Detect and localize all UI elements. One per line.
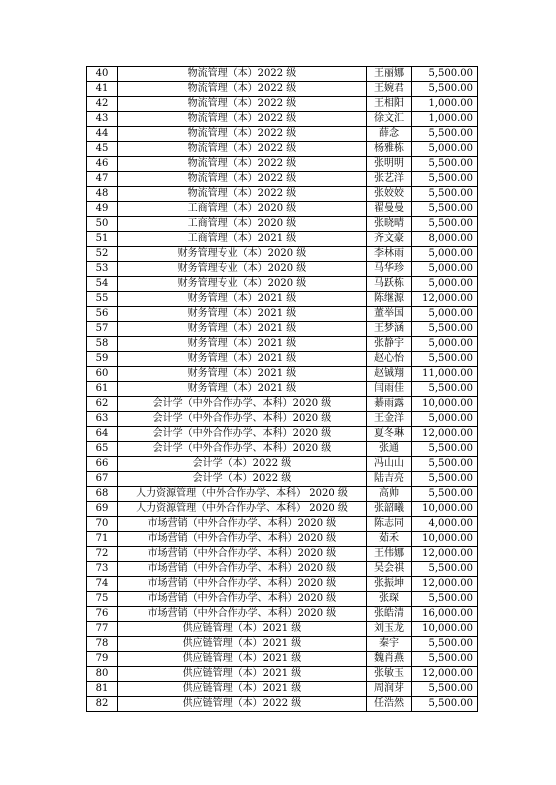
table-body bbox=[87, 67, 478, 712]
student-name-cell: 李林雨 bbox=[367, 247, 412, 262]
student-name-cell: 张琛 bbox=[367, 592, 412, 607]
table-row bbox=[87, 367, 478, 382]
amount-cell: 5,500.00 bbox=[412, 592, 478, 607]
table-row bbox=[87, 502, 478, 517]
class-cell: 财务管理（本）2021 级 bbox=[118, 322, 367, 337]
amount-cell: 5,000.00 bbox=[412, 247, 478, 262]
row-number-cell: 63 bbox=[87, 412, 118, 427]
row-number-cell: 55 bbox=[87, 292, 118, 307]
table-row bbox=[87, 487, 478, 502]
table-row bbox=[87, 622, 478, 637]
row-number-cell: 78 bbox=[87, 637, 118, 652]
class-cell: 供应链管理（本）2021 级 bbox=[118, 682, 367, 697]
student-name-cell: 冯山山 bbox=[367, 457, 412, 472]
row-number-cell: 52 bbox=[87, 247, 118, 262]
table-row bbox=[87, 247, 478, 262]
table-row bbox=[87, 232, 478, 247]
class-cell: 物流管理（本）2022 级 bbox=[118, 112, 367, 127]
amount-cell: 5,000.00 bbox=[412, 412, 478, 427]
amount-cell: 10,000.00 bbox=[412, 622, 478, 637]
student-name-cell: 魏肖燕 bbox=[367, 652, 412, 667]
row-number-cell: 40 bbox=[87, 67, 118, 82]
amount-cell: 4,000.00 bbox=[412, 517, 478, 532]
table-row bbox=[87, 577, 478, 592]
amount-cell: 5,500.00 bbox=[412, 487, 478, 502]
class-cell: 物流管理（本）2022 级 bbox=[118, 127, 367, 142]
class-cell: 工商管理（本）2020 级 bbox=[118, 217, 367, 232]
amount-cell: 5,500.00 bbox=[412, 82, 478, 97]
student-name-cell: 王相阳 bbox=[367, 97, 412, 112]
amount-cell: 1,000.00 bbox=[412, 112, 478, 127]
class-cell: 物流管理（本）2022 级 bbox=[118, 157, 367, 172]
table-row bbox=[87, 157, 478, 172]
class-cell: 财务管理专业（本）2020 级 bbox=[118, 247, 367, 262]
row-number-cell: 79 bbox=[87, 652, 118, 667]
row-number-cell: 43 bbox=[87, 112, 118, 127]
table-row bbox=[87, 322, 478, 337]
student-name-cell: 陈继源 bbox=[367, 292, 412, 307]
amount-cell: 5,500.00 bbox=[412, 652, 478, 667]
table-row bbox=[87, 142, 478, 157]
student-name-cell: 翟曼曼 bbox=[367, 202, 412, 217]
class-cell: 财务管理（本）2021 级 bbox=[118, 367, 367, 382]
class-cell: 人力资源管理（中外合作办学、本科） 2020 级 bbox=[118, 487, 367, 502]
class-cell: 市场营销（中外合作办学、本科）2020 级 bbox=[118, 517, 367, 532]
table-row bbox=[87, 352, 478, 367]
row-number-cell: 50 bbox=[87, 217, 118, 232]
class-cell: 供应链管理（本）2021 级 bbox=[118, 622, 367, 637]
class-cell: 供应链管理（本）2021 级 bbox=[118, 652, 367, 667]
row-number-cell: 46 bbox=[87, 157, 118, 172]
table-row bbox=[87, 637, 478, 652]
row-number-cell: 44 bbox=[87, 127, 118, 142]
class-cell: 会计学（中外合作办学、本科）2020 级 bbox=[118, 412, 367, 427]
class-cell: 供应链管理（本）2022 级 bbox=[118, 697, 367, 712]
class-cell: 会计学（中外合作办学、本科）2020 级 bbox=[118, 442, 367, 457]
class-cell: 物流管理（本）2022 级 bbox=[118, 82, 367, 97]
row-number-cell: 72 bbox=[87, 547, 118, 562]
student-name-cell: 夏冬琳 bbox=[367, 427, 412, 442]
table-row bbox=[87, 547, 478, 562]
student-name-cell: 任浩然 bbox=[367, 697, 412, 712]
class-cell: 会计学（中外合作办学、本科）2020 级 bbox=[118, 397, 367, 412]
student-name-cell: 吴会祺 bbox=[367, 562, 412, 577]
student-name-cell: 高帅 bbox=[367, 487, 412, 502]
amount-cell: 5,500.00 bbox=[412, 637, 478, 652]
student-name-cell: 陆吉亮 bbox=[367, 472, 412, 487]
row-number-cell: 76 bbox=[87, 607, 118, 622]
amount-cell: 5,500.00 bbox=[412, 172, 478, 187]
class-cell: 物流管理（本）2022 级 bbox=[118, 97, 367, 112]
class-cell: 会计学（中外合作办学、本科）2020 级 bbox=[118, 427, 367, 442]
class-cell: 市场营销（中外合作办学、本科）2020 级 bbox=[118, 532, 367, 547]
student-name-cell: 王伟娜 bbox=[367, 547, 412, 562]
class-cell: 财务管理（本）2021 级 bbox=[118, 292, 367, 307]
table-row bbox=[87, 697, 478, 712]
row-number-cell: 68 bbox=[87, 487, 118, 502]
amount-cell: 5,500.00 bbox=[412, 127, 478, 142]
class-cell: 财务管理（本）2021 级 bbox=[118, 382, 367, 397]
row-number-cell: 67 bbox=[87, 472, 118, 487]
table-row bbox=[87, 592, 478, 607]
row-number-cell: 70 bbox=[87, 517, 118, 532]
student-name-cell: 王金洋 bbox=[367, 412, 412, 427]
table-row bbox=[87, 607, 478, 622]
row-number-cell: 69 bbox=[87, 502, 118, 517]
class-cell: 财务管理专业（本）2020 级 bbox=[118, 277, 367, 292]
table-row bbox=[87, 397, 478, 412]
class-cell: 市场营销（中外合作办学、本科）2020 级 bbox=[118, 562, 367, 577]
table-row bbox=[87, 277, 478, 292]
amount-cell: 5,500.00 bbox=[412, 697, 478, 712]
student-name-cell: 赵心怡 bbox=[367, 352, 412, 367]
amount-cell: 5,500.00 bbox=[412, 217, 478, 232]
row-number-cell: 75 bbox=[87, 592, 118, 607]
class-cell: 会计学（本）2022 级 bbox=[118, 457, 367, 472]
class-cell: 工商管理（本）2021 级 bbox=[118, 232, 367, 247]
row-number-cell: 82 bbox=[87, 697, 118, 712]
table-row bbox=[87, 172, 478, 187]
student-name-cell: 秦宇 bbox=[367, 637, 412, 652]
amount-cell: 12,000.00 bbox=[412, 547, 478, 562]
amount-cell: 8,000.00 bbox=[412, 232, 478, 247]
student-name-cell: 董举国 bbox=[367, 307, 412, 322]
table-row bbox=[87, 457, 478, 472]
amount-cell: 10,000.00 bbox=[412, 397, 478, 412]
student-name-cell: 张艺洋 bbox=[367, 172, 412, 187]
student-name-cell: 陈志同 bbox=[367, 517, 412, 532]
amount-cell: 5,500.00 bbox=[412, 382, 478, 397]
class-cell: 物流管理（本）2022 级 bbox=[118, 142, 367, 157]
row-number-cell: 41 bbox=[87, 82, 118, 97]
table-row bbox=[87, 562, 478, 577]
row-number-cell: 73 bbox=[87, 562, 118, 577]
student-name-cell: 赵铖翔 bbox=[367, 367, 412, 382]
row-number-cell: 58 bbox=[87, 337, 118, 352]
table-row bbox=[87, 112, 478, 127]
class-cell: 工商管理（本）2020 级 bbox=[118, 202, 367, 217]
class-cell: 市场营销（中外合作办学、本科）2020 级 bbox=[118, 607, 367, 622]
amount-cell: 5,500.00 bbox=[412, 67, 478, 82]
row-number-cell: 71 bbox=[87, 532, 118, 547]
student-name-cell: 马跃栋 bbox=[367, 277, 412, 292]
amount-cell: 5,000.00 bbox=[412, 277, 478, 292]
student-name-cell: 徐文汇 bbox=[367, 112, 412, 127]
class-cell: 市场营销（中外合作办学、本科）2020 级 bbox=[118, 547, 367, 562]
class-cell: 物流管理（本）2022 级 bbox=[118, 187, 367, 202]
table-row bbox=[87, 307, 478, 322]
table-row bbox=[87, 652, 478, 667]
amount-cell: 5,500.00 bbox=[412, 157, 478, 172]
amount-cell: 11,000.00 bbox=[412, 367, 478, 382]
table-row bbox=[87, 382, 478, 397]
row-number-cell: 53 bbox=[87, 262, 118, 277]
class-cell: 会计学（本）2022 级 bbox=[118, 472, 367, 487]
table-row bbox=[87, 97, 478, 112]
student-name-cell: 杨雅栋 bbox=[367, 142, 412, 157]
table-row bbox=[87, 517, 478, 532]
student-name-cell: 张振坤 bbox=[367, 577, 412, 592]
amount-cell: 12,000.00 bbox=[412, 577, 478, 592]
student-name-cell: 张静宇 bbox=[367, 337, 412, 352]
row-number-cell: 56 bbox=[87, 307, 118, 322]
table-row bbox=[87, 187, 478, 202]
row-number-cell: 59 bbox=[87, 352, 118, 367]
amount-cell: 5,500.00 bbox=[412, 442, 478, 457]
student-name-cell: 綦雨露 bbox=[367, 397, 412, 412]
table-row bbox=[87, 262, 478, 277]
table-row bbox=[87, 67, 478, 82]
row-number-cell: 54 bbox=[87, 277, 118, 292]
row-number-cell: 65 bbox=[87, 442, 118, 457]
table-row bbox=[87, 472, 478, 487]
amount-cell: 5,500.00 bbox=[412, 472, 478, 487]
row-number-cell: 57 bbox=[87, 322, 118, 337]
student-name-cell: 茹禾 bbox=[367, 532, 412, 547]
amount-cell: 5,000.00 bbox=[412, 142, 478, 157]
amount-cell: 5,500.00 bbox=[412, 562, 478, 577]
student-name-cell: 周润芽 bbox=[367, 682, 412, 697]
student-name-cell: 张姣姣 bbox=[367, 187, 412, 202]
row-number-cell: 42 bbox=[87, 97, 118, 112]
amount-cell: 1,000.00 bbox=[412, 97, 478, 112]
table-row bbox=[87, 442, 478, 457]
class-cell: 财务管理（本）2021 级 bbox=[118, 337, 367, 352]
amount-cell: 5,000.00 bbox=[412, 307, 478, 322]
row-number-cell: 48 bbox=[87, 187, 118, 202]
row-number-cell: 77 bbox=[87, 622, 118, 637]
class-cell: 人力资源管理（中外合作办学、本科） 2020 级 bbox=[118, 502, 367, 517]
student-name-cell: 张敏玉 bbox=[367, 667, 412, 682]
student-name-cell: 闫雨佳 bbox=[367, 382, 412, 397]
amount-cell: 5,500.00 bbox=[412, 202, 478, 217]
amount-cell: 5,500.00 bbox=[412, 187, 478, 202]
class-cell: 供应链管理（本）2021 级 bbox=[118, 667, 367, 682]
scholarship-table bbox=[86, 66, 478, 712]
student-name-cell: 张晓晴 bbox=[367, 217, 412, 232]
row-number-cell: 81 bbox=[87, 682, 118, 697]
table-row bbox=[87, 532, 478, 547]
table-row bbox=[87, 202, 478, 217]
class-cell: 财务管理（本）2021 级 bbox=[118, 352, 367, 367]
table-row bbox=[87, 667, 478, 682]
student-name-cell: 王梦涵 bbox=[367, 322, 412, 337]
student-name-cell: 齐文豪 bbox=[367, 232, 412, 247]
student-name-cell: 张皓清 bbox=[367, 607, 412, 622]
row-number-cell: 51 bbox=[87, 232, 118, 247]
row-number-cell: 62 bbox=[87, 397, 118, 412]
amount-cell: 5,000.00 bbox=[412, 262, 478, 277]
table-row bbox=[87, 682, 478, 697]
amount-cell: 10,000.00 bbox=[412, 502, 478, 517]
student-name-cell: 王婉君 bbox=[367, 82, 412, 97]
table-row bbox=[87, 127, 478, 142]
table-row bbox=[87, 427, 478, 442]
class-cell: 物流管理（本）2022 级 bbox=[118, 67, 367, 82]
row-number-cell: 61 bbox=[87, 382, 118, 397]
row-number-cell: 47 bbox=[87, 172, 118, 187]
class-cell: 市场营销（中外合作办学、本科）2020 级 bbox=[118, 592, 367, 607]
table-row bbox=[87, 292, 478, 307]
row-number-cell: 45 bbox=[87, 142, 118, 157]
amount-cell: 10,000.00 bbox=[412, 532, 478, 547]
class-cell: 市场营销（中外合作办学、本科）2020 级 bbox=[118, 577, 367, 592]
amount-cell: 12,000.00 bbox=[412, 667, 478, 682]
student-name-cell: 马华珍 bbox=[367, 262, 412, 277]
amount-cell: 5,500.00 bbox=[412, 352, 478, 367]
class-cell: 财务管理专业（本）2020 级 bbox=[118, 262, 367, 277]
student-name-cell: 王丽娜 bbox=[367, 67, 412, 82]
student-name-cell: 刘玉龙 bbox=[367, 622, 412, 637]
class-cell: 供应链管理（本）2021 级 bbox=[118, 637, 367, 652]
student-name-cell: 薛念 bbox=[367, 127, 412, 142]
class-cell: 物流管理（本）2022 级 bbox=[118, 172, 367, 187]
row-number-cell: 60 bbox=[87, 367, 118, 382]
row-number-cell: 66 bbox=[87, 457, 118, 472]
student-name-cell: 张通 bbox=[367, 442, 412, 457]
amount-cell: 5,000.00 bbox=[412, 337, 478, 352]
amount-cell: 12,000.00 bbox=[412, 427, 478, 442]
amount-cell: 5,500.00 bbox=[412, 682, 478, 697]
class-cell: 财务管理（本）2021 级 bbox=[118, 307, 367, 322]
student-name-cell: 张韶曦 bbox=[367, 502, 412, 517]
student-name-cell: 张明明 bbox=[367, 157, 412, 172]
row-number-cell: 74 bbox=[87, 577, 118, 592]
amount-cell: 5,500.00 bbox=[412, 457, 478, 472]
table-row bbox=[87, 412, 478, 427]
row-number-cell: 80 bbox=[87, 667, 118, 682]
amount-cell: 16,000.00 bbox=[412, 607, 478, 622]
row-number-cell: 49 bbox=[87, 202, 118, 217]
row-number-cell: 64 bbox=[87, 427, 118, 442]
table-row bbox=[87, 82, 478, 97]
amount-cell: 5,500.00 bbox=[412, 322, 478, 337]
amount-cell: 12,000.00 bbox=[412, 292, 478, 307]
table-row bbox=[87, 337, 478, 352]
table-row bbox=[87, 217, 478, 232]
